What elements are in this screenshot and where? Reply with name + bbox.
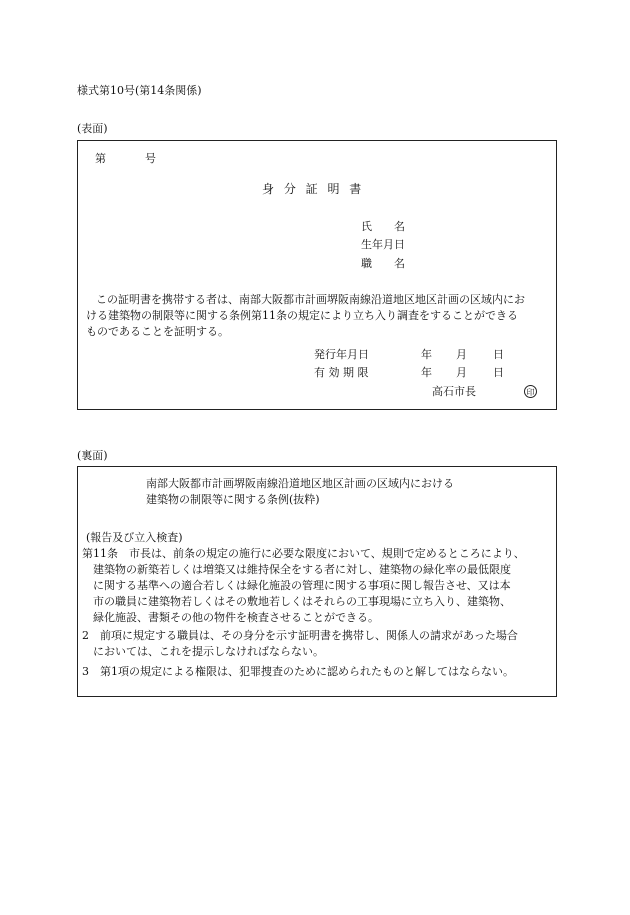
section-heading: (報告及び立入検査) (86, 531, 183, 544)
certificate-statement (86, 292, 552, 340)
issue-date-label: 発行年月日 (314, 348, 369, 361)
paragraph-3: 3 第1項の規定による権限は、犯罪捜査のために認められたものと解してはならない。 (82, 665, 514, 678)
article-line: に関する基準への適合若しくは緑化施設の管理に関する事項に関し報告させ、又は本 (93, 579, 511, 592)
id-card-back (77, 466, 557, 697)
ordinance-title-line2: 建築物の制限等に関する条例(抜粋) (146, 493, 320, 506)
field-position-label: 職 名 (361, 257, 405, 270)
field-birthdate-label: 生年月日 (361, 238, 405, 251)
article-line: 建築物の新築若しくは増築又は維持保全をする者に対し、建築物の緑化率の最低限度 (93, 563, 511, 576)
expiry-month: 月 (456, 366, 467, 379)
statement-line: この証明書を携帯する者は、南部大阪都市計画堺阪南線沿道地区地区計画の区域内にお (96, 293, 525, 306)
field-name-label: 氏 名 (361, 220, 405, 233)
number-prefix: 第 (95, 152, 106, 165)
expiry-year: 年 (421, 366, 432, 379)
form-number: 様式第10号(第14条関係) (77, 84, 202, 97)
statement-line: ものであることを証明する。 (86, 325, 229, 338)
paragraph-line: においては、これを提示しなければならない。 (93, 645, 324, 658)
paragraph-line: 2 前項に規定する職員は、その身分を示す証明書を携帯し、関係人の請求があった場合 (82, 629, 518, 642)
expiry-label: 有 効 期 限 (314, 366, 369, 379)
number-suffix: 号 (145, 152, 156, 165)
statement-line: ける建築物の制限等に関する条例第11条の規定により立ち入り調査をすることができる (86, 309, 518, 322)
issue-year: 年 (421, 348, 432, 361)
id-card-front (77, 140, 557, 410)
certificate-title: 身 分 証 明 書 (262, 182, 362, 196)
issue-month: 月 (456, 348, 467, 361)
article-11 (82, 546, 554, 626)
article-line: 第11条 市長は、前条の規定の施行に必要な限度において、規則で定めるところにより、 (82, 547, 525, 560)
issuer: 高石市長 (432, 385, 476, 398)
issue-day: 日 (493, 348, 504, 361)
seal-icon: 印 (524, 385, 537, 398)
ordinance-title-line1: 南部大阪都市計画堺阪南線沿道地区地区計画の区域内における (146, 477, 454, 490)
back-side-label: (裏面) (77, 449, 108, 462)
expiry-day: 日 (493, 366, 504, 379)
article-line: 市の職員に建築物若しくはその敷地若しくはそれらの工事現場に立ち入り、建築物、 (93, 595, 511, 608)
article-line: 緑化施設、書類その他の物件を検査させることができる。 (93, 611, 379, 624)
paragraph-2 (82, 628, 554, 660)
front-side-label: (表面) (77, 122, 108, 135)
